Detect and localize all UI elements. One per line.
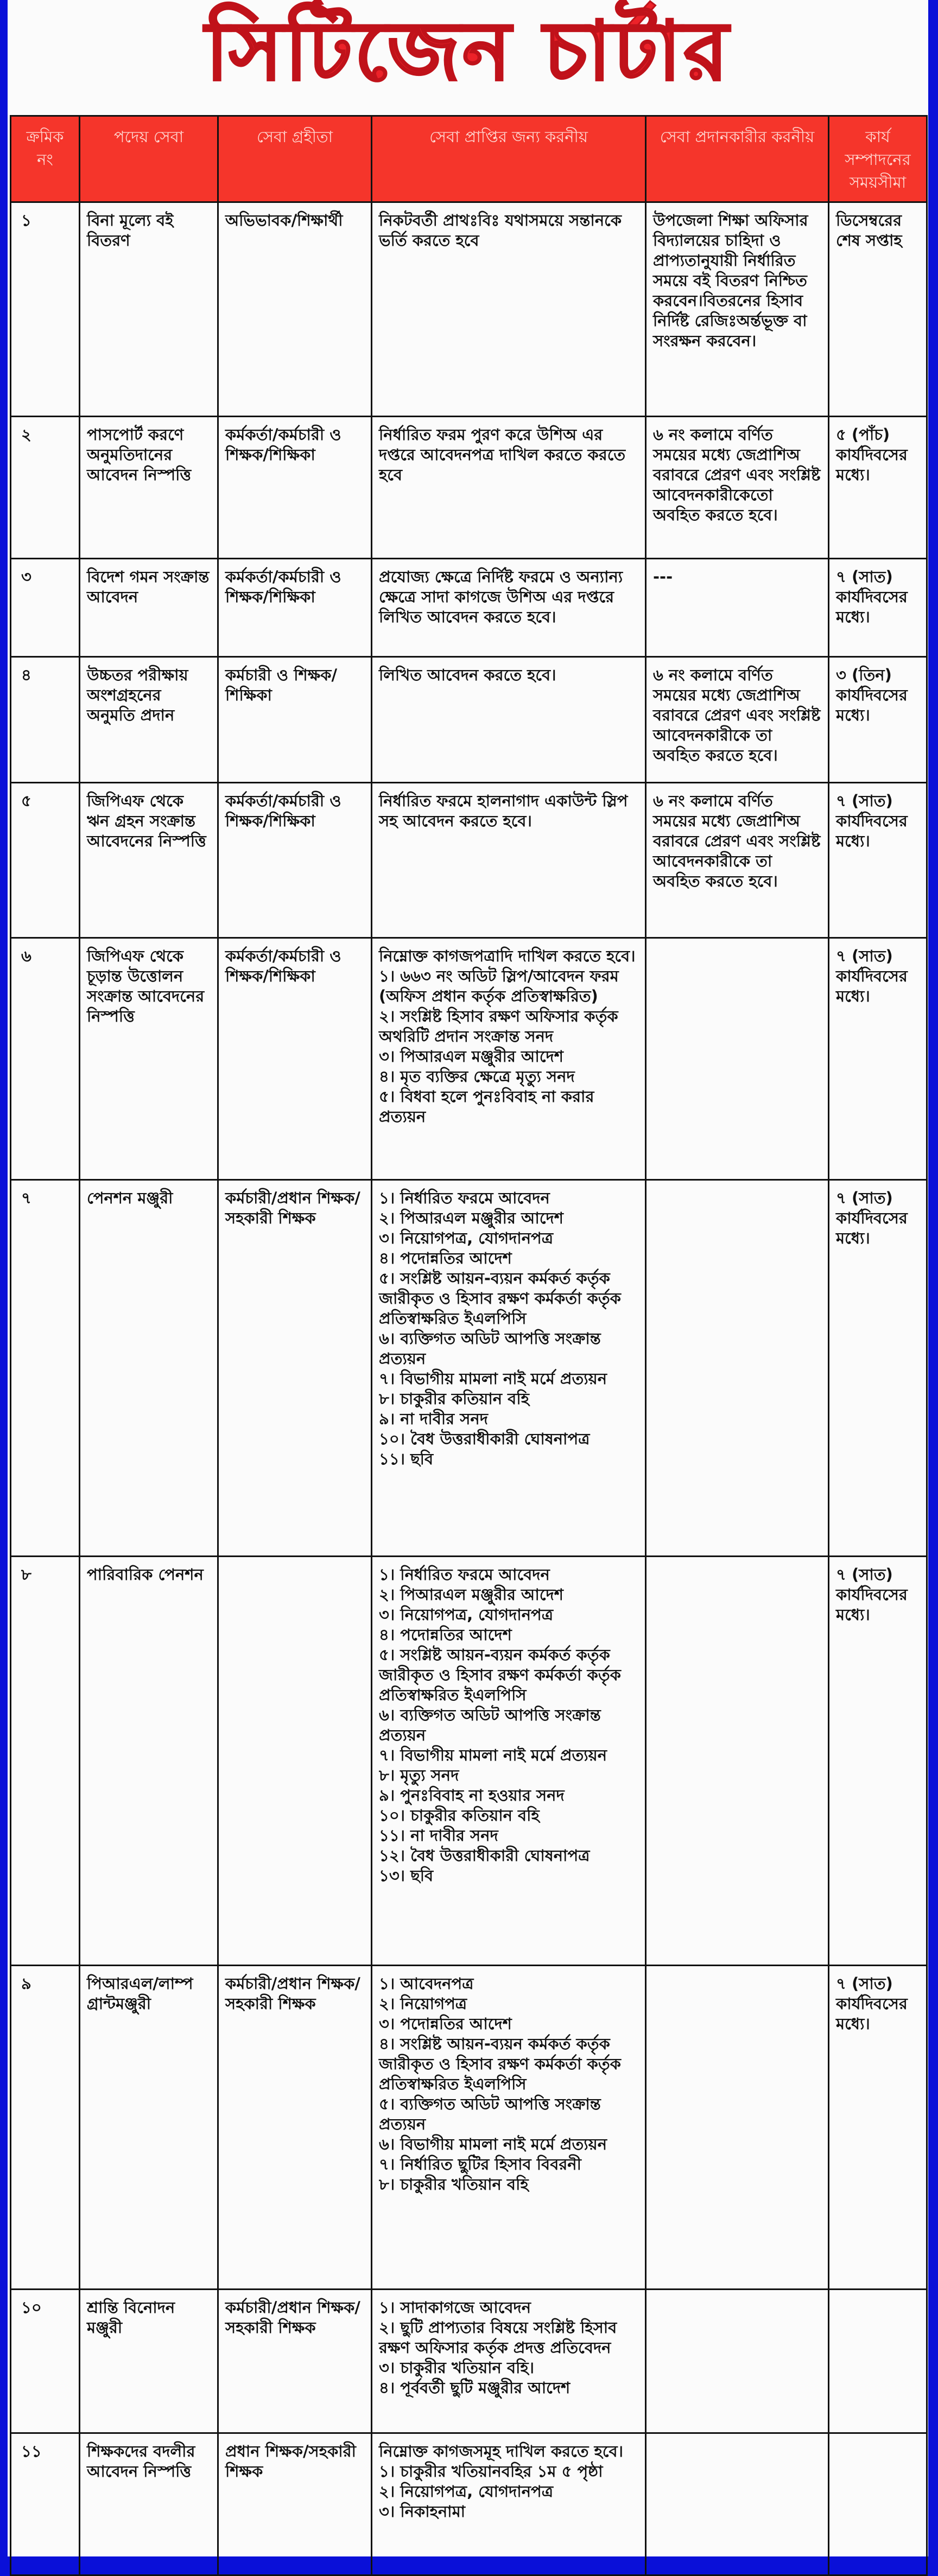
cell-recipient: প্রধান শিক্ষক/সহকারী শিক্ষক — [218, 2433, 372, 2575]
cell-applicant-todo — [372, 657, 646, 783]
table-row — [11, 559, 927, 657]
header-time-limit: কার্য সম্পাদনের সময়সীমা — [829, 116, 927, 202]
cell-provider-todo: উপজেলা শিক্ষা অফিসার বিদ্যালয়ের চাহিদা ও প্রাপ্যতানুযায়ী নির্ধারিত সময়ে বই বিতরণ নিশ্চিত করবেন।বিতরনের হিসাব নির্দিষ্ট রেজিঃঅর্ন্তভূক্ত বা সংরক্ষন করবেন। — [646, 202, 829, 417]
cell-time-limit: ৭ (সাত) কার্যদিবসের মধ্যে। — [829, 1180, 927, 1557]
cell-applicant-todo — [372, 2290, 646, 2433]
cell-recipient: কর্মচারী/প্রধান শিক্ষক/সহকারী শিক্ষক — [218, 1966, 372, 2290]
todo-item: নির্ধারিত ফরম পুরণ করে উশিঅ এর দপ্তরে আবেদনপত্র দাখিল করতে করতে হবে — [379, 425, 626, 484]
cell-time-limit: ডিসেম্বরের শেষ সপ্তাহ — [829, 202, 927, 417]
cell-recipient: কর্মকর্তা/কর্মচারী ও শিক্ষক/শিক্ষিকা — [218, 938, 372, 1180]
cell-time-limit: ৩ (তিন) কার্যদিবসের মধ্যে। — [829, 657, 927, 783]
cell-service: শ্রান্তি বিনোদন মঞ্জুরী — [80, 2290, 218, 2433]
cell-time-limit: ৫ (পাঁচ) কার্যদিবসের মধ্যে। — [829, 417, 927, 559]
cell-applicant-todo — [372, 559, 646, 657]
cell-serial: ৩ — [11, 559, 80, 657]
cell-serial: ১ — [11, 202, 80, 417]
cell-service: পিআরএল/লাম্প গ্রান্টমঞ্জুরী — [80, 1966, 218, 2290]
todo-item: ২। সংশ্লিষ্ট হিসাব রক্ষণ অফিসার কর্তৃক অথরিটি প্রদান সংক্রান্ত সনদ — [379, 1007, 618, 1045]
todo-item: নিকটবর্তী প্রাথঃবিঃ যথাসময়ে সন্তানকে ভর্তি করতে হবে — [379, 211, 622, 250]
table-row — [11, 657, 927, 783]
cell-applicant-todo — [372, 417, 646, 559]
cell-time-limit: ৭ (সাত) কার্যদিবসের মধ্যে। — [829, 1557, 927, 1966]
todo-item: ১। নির্ধারিত ফরমে আবেদন — [379, 1565, 550, 1584]
header-applicant-todo: সেবা প্রাপ্তির জন্য করনীয় — [372, 116, 646, 202]
cell-service: পাসপোর্ট করণে অনুমতিদানের আবেদন নিস্পত্তি — [80, 417, 218, 559]
cell-provider-todo: ৬ নং কলামে বর্ণিত সময়ের মধ্যে জেপ্রাশিঅ বরাবরে প্রেরণ এবং সংশ্লিষ্ট আবেদনকারীকে তা অবহিত করতে হবে। — [646, 657, 829, 783]
todo-item: ১১। ছবি — [379, 1450, 434, 1468]
cell-recipient — [218, 1557, 372, 1966]
todo-item: ৫। সংশ্লিষ্ট আয়ন-ব্যয়ন কর্মকর্ত কর্তৃক জারীকৃত ও হিসাব রক্ষণ কর্মকর্তা কর্তৃক প্রতিস্বাক্ষরিত ইএলপিসি — [379, 1646, 621, 1704]
header-recipient: সেবা গ্রহীতা — [218, 116, 372, 202]
table-header-row — [11, 116, 927, 202]
todo-item: ৪। পদোন্নতির আদেশ — [379, 1249, 512, 1267]
todo-item: ১২। বৈধ উত্তরাধীকারী ঘোষনাপত্র — [379, 1846, 590, 1865]
header-service: পদেয় সেবা — [80, 116, 218, 202]
cell-serial: ৯ — [11, 1966, 80, 2290]
cell-recipient: কর্মচারী/প্রধান শিক্ষক/সহকারী শিক্ষক — [218, 2290, 372, 2433]
todo-item: লিখিত আবেদন করতে হবে। — [379, 666, 556, 684]
cell-service: উচ্চতর পরীক্ষায় অংশগ্রহনের অনুমতি প্রদান — [80, 657, 218, 783]
todo-item: নির্ধারিত ফরমে হালনাগাদ একাউন্ট স্লিপ সহ আবেদন করতে হবে। — [379, 792, 628, 830]
page-title — [8, 0, 928, 114]
table-row — [11, 417, 927, 559]
todo-item: ৯। পুনঃবিবাহ না হওয়ার সনদ — [379, 1786, 565, 1805]
todo-item: ১০। চাকুরীর কতিয়ান বহি — [379, 1806, 540, 1825]
cell-serial: ৮ — [11, 1557, 80, 1966]
todo-item: ১০। বৈধ উত্তরাধীকারী ঘোষনাপত্র — [379, 1430, 590, 1448]
cell-serial: ৭ — [11, 1180, 80, 1557]
todo-item: ২। নিয়োগপত্র, যোগদানপত্র — [379, 2482, 554, 2501]
table-row — [11, 1180, 927, 1557]
todo-item: ৩। নিয়োগপত্র, যোগদানপত্র — [379, 1229, 554, 1247]
todo-item: ৪। মৃত ব্যক্তির ক্ষেত্রে মৃত্যু সনদ — [379, 1067, 575, 1086]
todo-item: ১। নির্ধারিত ফরমে আবেদন — [379, 1189, 550, 1207]
cell-service: পেনশন মঞ্জুরী — [80, 1180, 218, 1557]
cell-provider-todo — [646, 938, 829, 1180]
cell-recipient: কর্মকর্তা/কর্মচারী ও শিক্ষক/শিক্ষিকা — [218, 783, 372, 938]
todo-item: ৪। সংশ্লিষ্ট আয়ন-ব্যয়ন কর্মকর্ত কর্তৃক জারীকৃত ও হিসাব রক্ষণ কর্মকর্তা কর্তৃক প্রতিস্বাক্ষরিত ইএলপিসি — [379, 2035, 621, 2093]
cell-serial: ৫ — [11, 783, 80, 938]
cell-provider-todo: --- — [646, 559, 829, 657]
cell-applicant-todo — [372, 1180, 646, 1557]
todo-item: ৭। নির্ধারিত ছুটির হিসাব বিবরনী — [379, 2155, 581, 2173]
cell-time-limit: ৭ (সাত) কার্যদিবসের মধ্যে। — [829, 559, 927, 657]
todo-item: ৫। ব্যক্তিগত অডিট আপত্তি সংক্রান্ত প্রত্যয়ন — [379, 2095, 601, 2133]
cell-applicant-todo — [372, 1557, 646, 1966]
todo-item: ১। আবেদনপত্র — [379, 1974, 474, 1993]
todo-item: ৬। ব্যক্তিগত অডিট আপত্তি সংক্রান্ত প্রত্যয়ন — [379, 1706, 601, 1744]
todo-item: ৩। পিআরএল মঞ্জুরীর আদেশ — [379, 1047, 563, 1066]
cell-serial: ৬ — [11, 938, 80, 1180]
todo-item: ১১। না দাবীর সনদ — [379, 1826, 498, 1845]
todo-item: নিম্নোক্ত কাগজসমূহ দাখিল করতে হবে। — [379, 2442, 624, 2460]
todo-item: ৬। ব্যক্তিগত অডিট আপত্তি সংক্রান্ত প্রত্যয়ন — [379, 1329, 601, 1368]
table-row — [11, 938, 927, 1180]
table-row — [11, 1966, 927, 2290]
todo-item: ৩। পদোন্নতির আদেশ — [379, 2014, 512, 2033]
todo-item: ২। ছুটি প্রাপ্যতার বিষয়ে সংশ্লিষ্ট হিসাব রক্ষণ অফিসার কর্তৃক প্রদত্ত প্রতিবেদন — [379, 2318, 617, 2357]
cell-service: শিক্ষকদের বদলীর আবেদন নিস্পত্তি — [80, 2433, 218, 2575]
cell-time-limit — [829, 2433, 927, 2575]
table-row — [11, 2290, 927, 2433]
charter-table — [10, 115, 928, 2576]
cell-provider-todo — [646, 2433, 829, 2575]
cell-provider-todo: ৬ নং কলামে বর্ণিত সময়ের মধ্যে জেপ্রাশিঅ বরাবরে প্রেরণ এবং সংশ্লিষ্ট আবেদনকারীকেতো অবহিত করতে হবে। — [646, 417, 829, 559]
todo-item: ৮। চাকুরীর খতিয়ান বহি — [379, 2175, 529, 2194]
cell-provider-todo — [646, 2290, 829, 2433]
header-serial: ক্রমিক নং — [11, 116, 80, 202]
todo-item: ৭। বিভাগীয় মামলা নাই মর্মে প্রত্যয়ন — [379, 1369, 607, 1388]
todo-item: ৮। চাকুরীর কতিয়ান বহি — [379, 1389, 529, 1408]
todo-item: নিম্নোক্ত কাগজপত্রাদি দাখিল করতে হবে। — [379, 947, 636, 965]
cell-serial: ১০ — [11, 2290, 80, 2433]
cell-time-limit — [829, 2290, 927, 2433]
table-row — [11, 783, 927, 938]
citizen-charter-page — [8, 0, 928, 2556]
todo-item: ৫। সংশ্লিষ্ট আয়ন-ব্যয়ন কর্মকর্ত কর্তৃক জারীকৃত ও হিসাব রক্ষণ কর্মকর্তা কর্তৃক প্রতিস্বাক্ষরিত ইএলপিসি — [379, 1269, 621, 1328]
cell-service: পারিবারিক পেনশন — [80, 1557, 218, 1966]
todo-item: ২। পিআরএল মঞ্জুরীর আদেশ — [379, 1209, 563, 1227]
todo-item: ১। সাদাকাগজে আবেদন — [379, 2298, 531, 2317]
cell-recipient: কর্মকর্তা/কর্মচারী ও শিক্ষক/শিক্ষিকা — [218, 559, 372, 657]
todo-item: ৫। বিধবা হলে পুনঃবিবাহ না করার প্রত্যয়ন — [379, 1087, 594, 1126]
cell-serial: ২ — [11, 417, 80, 559]
cell-serial: ৪ — [11, 657, 80, 783]
cell-time-limit: ৭ (সাত) কার্যদিবসের মধ্যে। — [829, 1966, 927, 2290]
cell-recipient: অভিভাবক/শিক্ষার্থী — [218, 202, 372, 417]
cell-recipient: কর্মচারী/প্রধান শিক্ষক/সহকারী শিক্ষক — [218, 1180, 372, 1557]
cell-applicant-todo — [372, 938, 646, 1180]
todo-item: ৪। পূর্ববর্তী ছুটি মঞ্জুরীর আদেশ — [379, 2379, 571, 2397]
header-provider-todo: সেবা প্রদানকারীর করনীয় — [646, 116, 829, 202]
todo-item: ১৩। ছবি — [379, 1866, 434, 1885]
todo-item: ৭। বিভাগীয় মামলা নাই মর্মে প্রত্যয়ন — [379, 1746, 607, 1764]
todo-item: ৮। মৃত্যু সনদ — [379, 1766, 459, 1784]
table-row — [11, 202, 927, 417]
cell-service: বিদেশ গমন সংক্রান্ত আবেদন — [80, 559, 218, 657]
todo-item: ২। পিআরএল মঞ্জুরীর আদেশ — [379, 1585, 563, 1604]
title-text: সিটিজেন চার্টার — [205, 4, 731, 99]
todo-item: প্রযোজ্য ক্ষেত্রে নির্দিষ্ট ফরমে ও অন্যান্য ক্ষেত্রে সাদা কাগজে উশিঅ এর দপ্তরে লিখিত আবেদন করতে হবে। — [379, 568, 623, 626]
cell-applicant-todo — [372, 783, 646, 938]
todo-item: ৩। নিয়োগপত্র, যোগদানপত্র — [379, 1605, 554, 1624]
cell-provider-todo: ৬ নং কলামে বর্ণিত সময়ের মধ্যে জেপ্রাশিঅ বরাবরে প্রেরণ এবং সংশ্লিষ্ট আবেদনকারীকে তা অবহিত করতে হবে। — [646, 783, 829, 938]
cell-recipient: কর্মকর্তা/কর্মচারী ও শিক্ষক/শিক্ষিকা — [218, 417, 372, 559]
cell-service: জিপিএফ থেকে চূড়ান্ত উত্তোলন সংক্রান্ত আবেদনের নিস্পত্তি — [80, 938, 218, 1180]
cell-provider-todo — [646, 1180, 829, 1557]
cell-serial: ১১ — [11, 2433, 80, 2575]
cell-applicant-todo — [372, 2433, 646, 2575]
todo-item: ১। ৬৬৩ নং অডিট স্লিপ/আবেদন ফরম (অফিস প্রধান কর্তৃক প্রতিস্বাক্ষরিত) — [379, 967, 619, 1005]
cell-service: জিপিএফ থেকে ঋন গ্রহন সংক্রান্ত আবেদনের নিস্পত্তি — [80, 783, 218, 938]
table-row — [11, 2433, 927, 2575]
todo-item: ১। চাকুরীর খতিয়ানবহির ১ম ৫ পৃষ্ঠা — [379, 2462, 603, 2481]
todo-item: ৯। না দাবীর সনদ — [379, 1410, 488, 1428]
cell-provider-todo — [646, 1966, 829, 2290]
cell-provider-todo — [646, 1557, 829, 1966]
cell-applicant-todo — [372, 1966, 646, 2290]
todo-item: ৪। পদোন্নতির আদেশ — [379, 1625, 512, 1644]
todo-item: ৩। নিকাহনামা — [379, 2502, 466, 2521]
todo-item: ৩। চাকুরীর খতিয়ান বহি। — [379, 2358, 535, 2377]
todo-item: ৬। বিভাগীয় মামলা নাই মর্মে প্রত্যয়ন — [379, 2135, 607, 2153]
cell-time-limit: ৭ (সাত) কার্যদিবসের মধ্যে। — [829, 938, 927, 1180]
cell-service: বিনা মূল্যে বই বিতরণ — [80, 202, 218, 417]
cell-time-limit: ৭ (সাত) কার্যদিবসের মধ্যে। — [829, 783, 927, 938]
table-row — [11, 1557, 927, 1966]
cell-recipient: কর্মচারী ও শিক্ষক/শিক্ষিকা — [218, 657, 372, 783]
todo-item: ২। নিয়োগপত্র — [379, 1994, 467, 2013]
cell-applicant-todo — [372, 202, 646, 417]
